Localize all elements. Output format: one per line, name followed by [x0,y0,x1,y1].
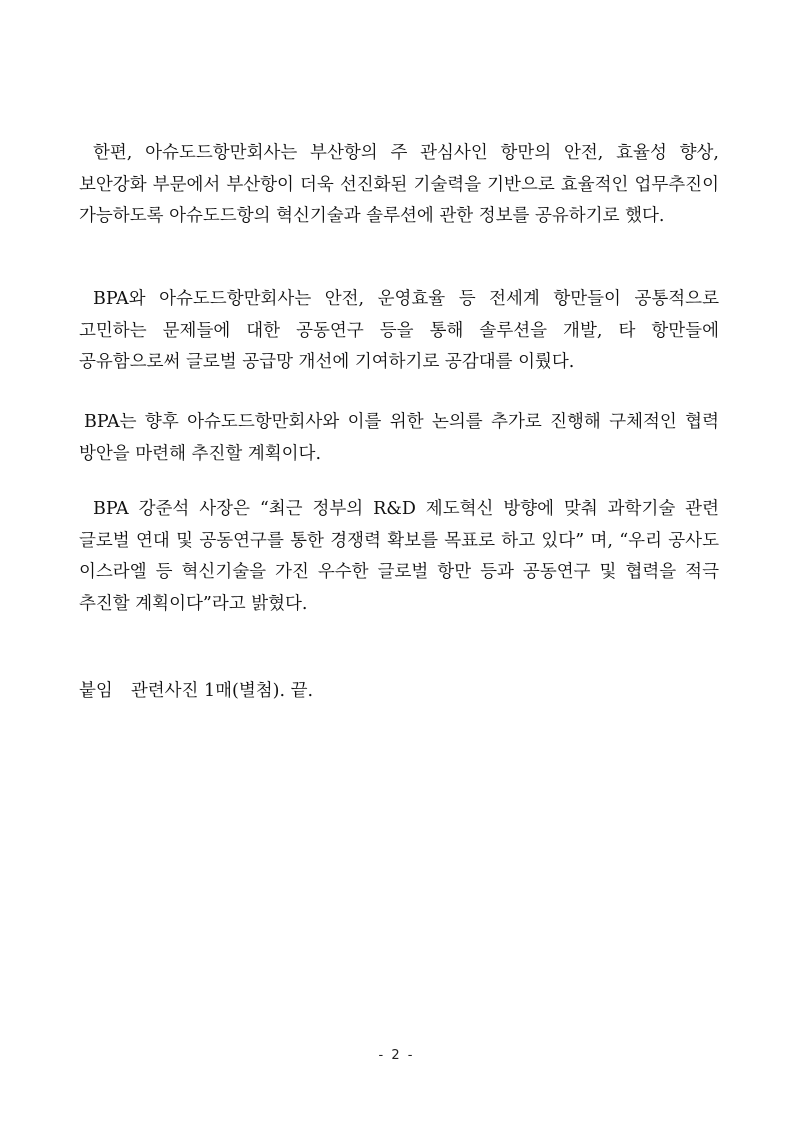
paragraph-future-plan: BPA는 향후 아슈도드항만회사와 이를 위한 논의를 추가로 진행해 구체적인 협력 방안을 마련해 추진할 계획이다. [79,412,719,464]
page-number: - 2 - [378,1048,415,1063]
paragraph-ashdod-info-sharing: 한편, 아슈도드항만회사는 부산항의 주 관심사인 항만의 안전, 효율성 향상, 보안강화 부문에서 부산항이 더욱 선진화된 기술력을 기반으로 효율적인 업무추진이 가능하도록 아슈도드항의 혁신기술과 솔루션에 관한 정보를 공유하기로 했다. [79,143,719,226]
attachment-text: 관련사진 1매(별첨). 끝. [130,681,314,701]
paragraph-ceo-quote: BPA 강준석 사장은 “최근 정부의 R&D 제도혁신 방향에 맞춰 과학기술 관련 글로벌 연대 및 공동연구를 통한 경쟁력 확보를 목표로 하고 있다” 며, “우리 공사도 이스라엘 등 혁신기술을 가진 우수한 글로벌 항만 등과 공동연구 및 협력을 적극 추진할 계획이다”라고 밝혔다. [79,499,719,614]
attachment-note [79,676,313,708]
attachment-label: 붙임 [79,681,113,701]
paragraph-joint-research: BPA와 아슈도드항만회사는 안전, 운영효율 등 전세계 항만들이 공통적으로 고민하는 문제들에 대한 공동연구 등을 통해 솔루션을 개발, 타 항만들에 공유함으로써 글로벌 공급망 개선에 기여하기로 공감대를 이뤘다. [79,289,719,372]
